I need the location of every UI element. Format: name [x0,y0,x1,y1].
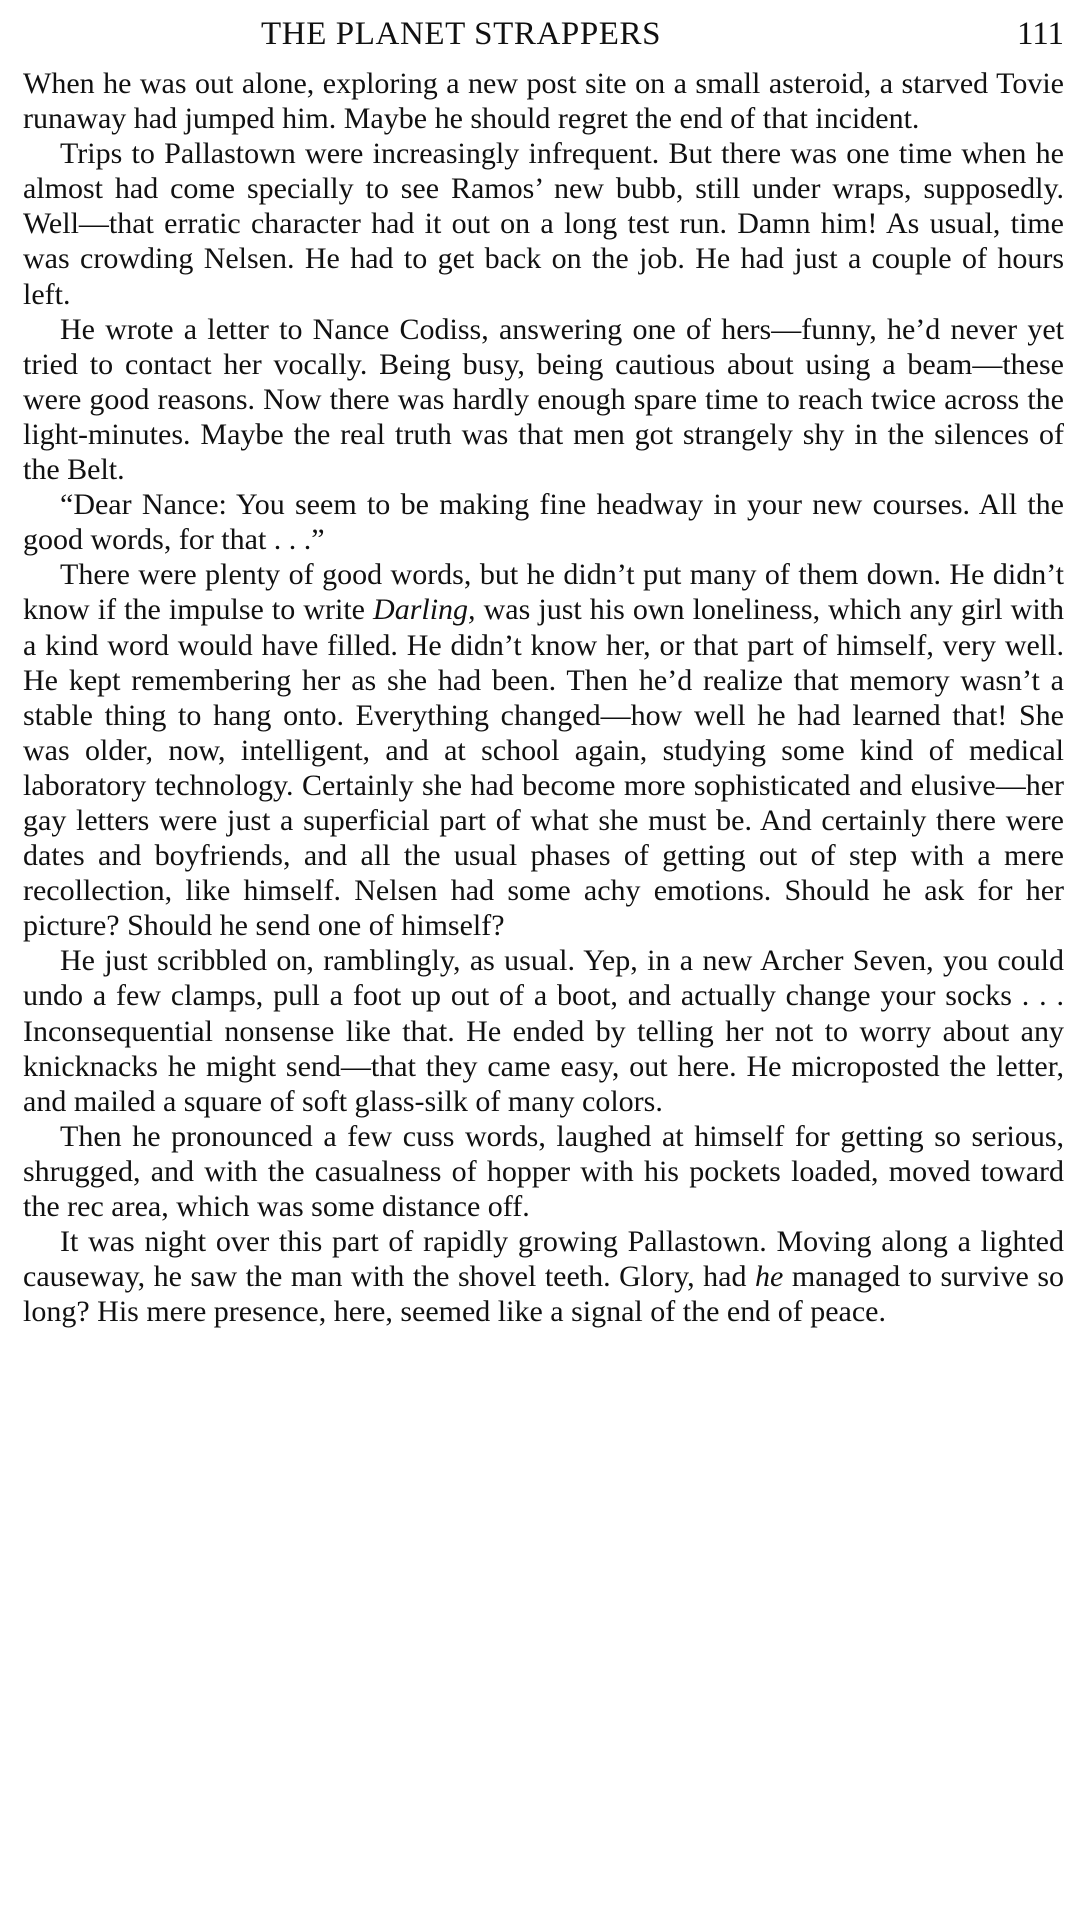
paragraph [23,1224,1064,1329]
text-run: Then he pronounced a few cuss words, laughed at himself for getting so serious, shrugged, and with the casualness of hopper with his pockets loaded, moved toward the rec area, which was some distance off. [23,1119,1064,1223]
paragraph [23,557,1064,943]
text-run: It was night over this part of rapidly growing Pallastown. Moving along a lighted causeway, he saw the man with the shovel teeth. Glory, had [23,1225,1064,1294]
text-run: managed to survive so long? His mere presence, here, seemed like a signal of the end of peace. [23,1260,1064,1329]
text-run: He wrote a letter to Nance Codiss, answering one of hers—funny, he’d never yet tried to contact her vocally. Being busy, being cautious about using a beam—these were good reasons. Now there was hardly enough spare time to reach twice across the light-minutes. Maybe the real truth was that men got strangely shy in the silences of the Belt. [23,312,1064,487]
body-text [23,66,1064,1329]
page-number: 111 [1016,16,1064,52]
text-run: He just scribbled on, ramblingly, as usual. Yep, in a new Archer Seven, you could undo a few clamps, pull a foot up out of a boot, and actually change your socks . . . Inconsequential nonsense like that. He ended by telling her not to worry about any knicknacks he might send—that they came easy, out here. He microposted the letter, and mailed a square of soft glass-silk of many colors. [23,944,1064,1118]
page-header [23,14,1064,66]
text-run: “Dear Nance: You seem to be making fine headway in your new courses. All the good words, for that . . .” [23,488,1064,557]
paragraph [23,943,1064,1118]
italic-text: Darling, [373,593,476,627]
paragraph [23,312,1064,487]
text-run: Trips to Pallastown were increasingly infrequent. But there was one time when he almost had come specially to see Ramos’ new bubb, still under wraps, supposedly. Well—that erratic character had it out on a long test run. Damn him! As usual, time was crowding Nelsen. He had to get back on the job. He had just a couple of hours left. [23,137,1064,311]
paragraph [23,1119,1064,1224]
text-run: was just his own loneliness, which any girl with a kind word would have filled. He didn’t know her, or that part of himself, very well. He kept remembering her as she had been. Then he’d realize that memory wasn’t a stable thing to hang onto. Everything changed—how well he had learned that! She was older, now, intelligent, and at school again, studying some kind of medical laboratory technology. Certainly she had become more sophisticated and elusive—her gay letters were just a superficial part of what she must be. And certainly there were dates and boyfriends, and all the usual phases of getting out of step with a mere recollection, like himself. Nelsen had some achy emotions. Should he ask for her picture? Should he send one of himself? [23,593,1064,943]
text-run: There were plenty of good words, but he didn’t put many of them down. He didn’t know if the impulse to write [23,558,1064,627]
italic-text: he [755,1260,784,1294]
running-title: THE PLANET STRAPPERS [261,16,662,52]
paragraph [23,487,1064,557]
text-run: When he was out alone, exploring a new post site on a small asteroid, a starved Tovie runaway had jumped him. Maybe he should regret the end of that incident. [23,67,1064,136]
paragraph [23,66,1064,136]
paragraph [23,136,1064,311]
